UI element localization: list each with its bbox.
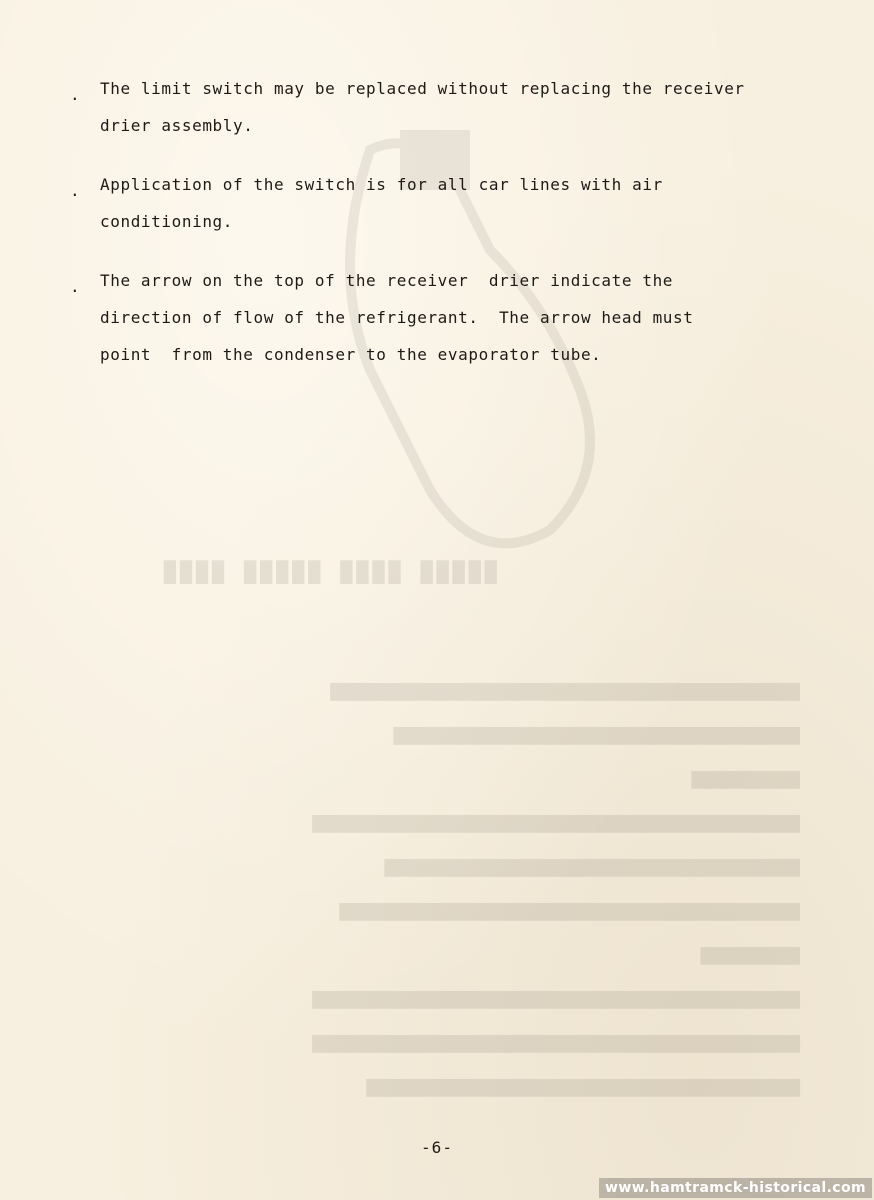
bullet-text — [100, 70, 830, 144]
text-line: The limit switch may be replaced without replacing the receiver — [100, 79, 745, 98]
text-line: conditioning. — [100, 212, 234, 231]
bleed-through-text: ████████████████████████████████████████████████████ █████████████████████████████████████████████ ████████████ ██████████████████████████████████████████████████████ ██████████████████████████████████████████████ ███████████████████████████████████████████████████ ███████████ ██████████████████████████████████████████████████████ ██████████████████████████████████████████████████████ ████████████████████████████████████████████████ — [312, 683, 800, 1097]
text-line: Application of the switch is for all car lines with air — [100, 175, 663, 194]
bullet-marker: . — [70, 277, 80, 296]
page-number: -6- — [421, 1138, 453, 1157]
list-item — [60, 70, 830, 144]
list-item — [60, 166, 830, 240]
watermark: www.hamtramck-historical.com — [599, 1178, 872, 1198]
list-item — [60, 262, 830, 373]
text-line: point from the condenser to the evaporator tube. — [100, 345, 602, 364]
text-line: direction of flow of the refrigerant. The arrow head must — [100, 308, 694, 327]
bullet-marker: . — [70, 181, 80, 200]
text-line: The arrow on the top of the receiver drier indicate the — [100, 271, 674, 290]
bullet-marker: . — [70, 85, 80, 104]
bullet-text — [100, 262, 830, 373]
bleed-through-label: █████ ████ █████ ████ — [160, 560, 497, 584]
text-line: drier assembly. — [100, 116, 254, 135]
bullet-list — [60, 70, 830, 395]
bullet-text — [100, 166, 830, 240]
